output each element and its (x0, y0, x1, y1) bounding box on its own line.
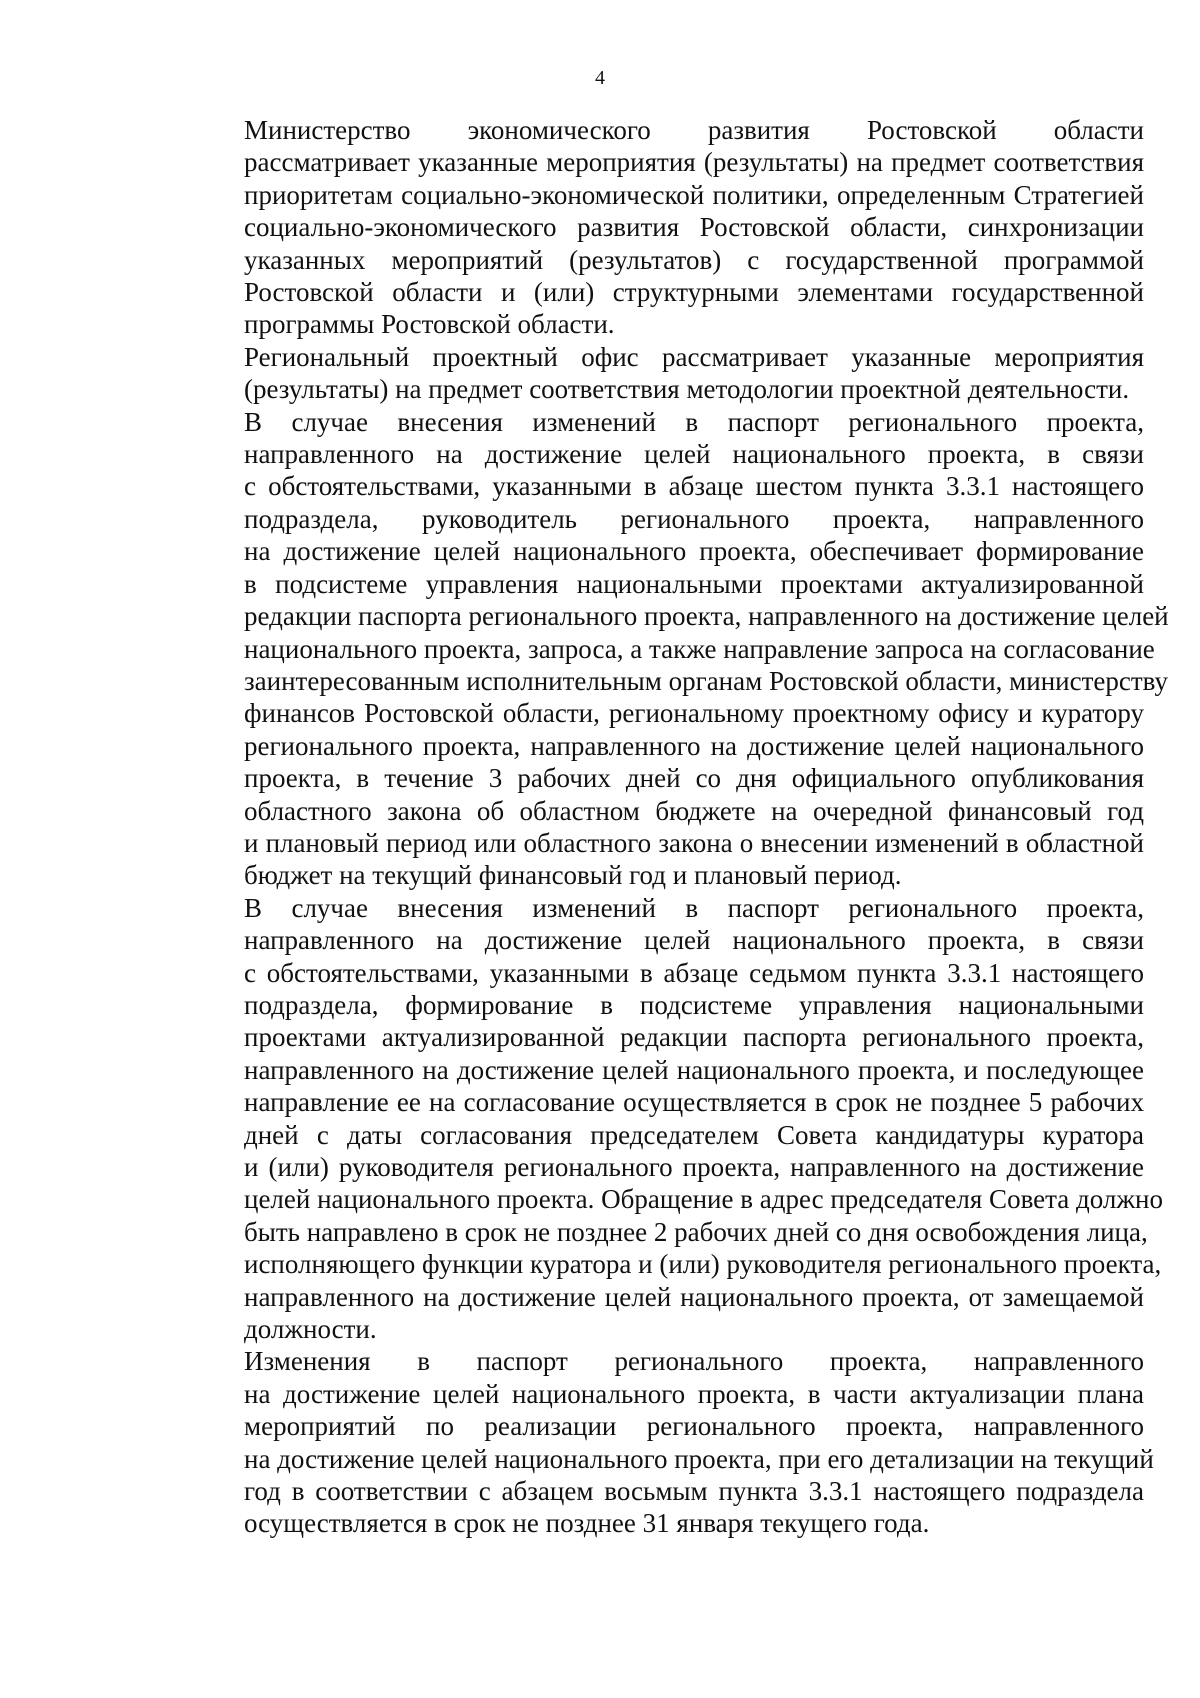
text-line: В случае внесения изменений в паспорт регионального проекта, (244, 892, 1144, 923)
text-line: направленного на достижение целей национального проекта, от замещаемой (244, 1281, 1144, 1312)
text-line: Изменения в паспорт регионального проекта, направленного (244, 1346, 1144, 1377)
text-line: редакции паспорта регионального проекта, направленного на достижение целей (244, 601, 1169, 632)
text-line: В случае внесения изменений в паспорт регионального проекта, (244, 406, 1144, 437)
text-line: осуществляется в срок не позднее 31 января текущего года. (244, 1508, 930, 1539)
text-line: Министерство экономического развития Ростовской области (244, 115, 1144, 145)
document-body (172, 114, 1169, 1540)
text-line: дней с даты согласования председателем Совета кандидатуры куратора (244, 1119, 1144, 1150)
text-line: на достижение целей национального проекта, обеспечивает формирование (244, 536, 1144, 567)
text-line: Региональный проектный офис рассматривает указанные мероприятия (244, 341, 1144, 372)
text-line: год в соответствии с абзацем восьмым пункта 3.3.1 настоящего подраздела (244, 1476, 1144, 1507)
page-number: 4 (595, 67, 605, 89)
text-line: на достижение целей национального проекта, при его детализации на текущий (244, 1443, 1154, 1474)
text-line: приоритетам социально-экономической политики, определенным Стратегией (244, 179, 1144, 210)
text-line: на достижение целей национального проекта, в части актуализации плана (244, 1378, 1144, 1409)
text-line: подраздела, руководитель регионального проекта, направленного (244, 503, 1144, 534)
text-line: мероприятий по реализации регионального проекта, направленного (244, 1411, 1144, 1442)
text-line: исполняющего функции куратора и (или) руководителя регионального проекта, (244, 1249, 1162, 1280)
text-line: социально-экономического развития Ростовской области, синхронизации (244, 212, 1144, 243)
text-line: подраздела, формирование в подсистеме управления национальными (244, 989, 1144, 1020)
text-line: с обстоятельствами, указанными в абзаце шестом пункта 3.3.1 настоящего (244, 471, 1144, 502)
text-line: (результаты) на предмет соответствия методологии проектной деятельности. (244, 374, 1130, 405)
text-line: рассматривает указанные мероприятия (результаты) на предмет соответствия (244, 147, 1144, 178)
text-line: направленного на достижение целей национального проекта, в связи (244, 925, 1144, 956)
text-line: проектами актуализированной редакции паспорта регионального проекта, (244, 1022, 1144, 1053)
paragraph (172, 406, 1169, 892)
text-line: направленного на достижение целей национального проекта, в связи (244, 439, 1144, 470)
text-line: направленного на достижение целей национального проекта, и последующее (244, 1054, 1144, 1085)
text-line: Ростовской области и (или) структурными элементами государственной (244, 277, 1144, 308)
text-line: проекта, в течение 3 рабочих дней со дня официального опубликования (244, 763, 1144, 794)
text-line: национального проекта, запроса, а также направление запроса на согласование (244, 633, 1155, 664)
text-line: регионального проекта, направленного на достижение целей национального (244, 730, 1144, 761)
paragraph (172, 1345, 1154, 1539)
paragraph (172, 892, 1163, 1346)
text-line: бюджет на текущий финансовый год и плановый период. (244, 860, 902, 891)
text-line: и плановый период или областного закона о внесении изменений в областной (244, 827, 1144, 858)
text-line: финансов Ростовской области, региональному проектному офису и куратору (244, 698, 1144, 729)
text-line: программы Ростовской области. (244, 309, 615, 340)
text-line: в подсистеме управления национальными проектами актуализированной (244, 568, 1144, 599)
text-line: должности. (244, 1314, 377, 1345)
text-line: направление ее на согласование осуществляется в срок не позднее 5 рабочих (244, 1087, 1144, 1118)
text-line: заинтересованным исполнительным органам Ростовской области, министерству (244, 665, 1168, 696)
paragraph (172, 341, 1144, 406)
text-line: областного закона об областном бюджете на очередной финансовый год (244, 795, 1144, 826)
paragraph (172, 114, 1144, 341)
text-line: указанных мероприятий (результатов) с государственной программой (244, 244, 1144, 275)
text-line: целей национального проекта. Обращение в адрес председателя Совета должно (244, 1184, 1163, 1215)
text-line: быть направлено в срок не позднее 2 рабочих дней со дня освобождения лица, (244, 1216, 1148, 1247)
text-line: с обстоятельствами, указанными в абзаце седьмом пункта 3.3.1 настоящего (244, 957, 1144, 988)
text-line: и (или) руководителя регионального проекта, направленного на достижение (244, 1152, 1144, 1182)
